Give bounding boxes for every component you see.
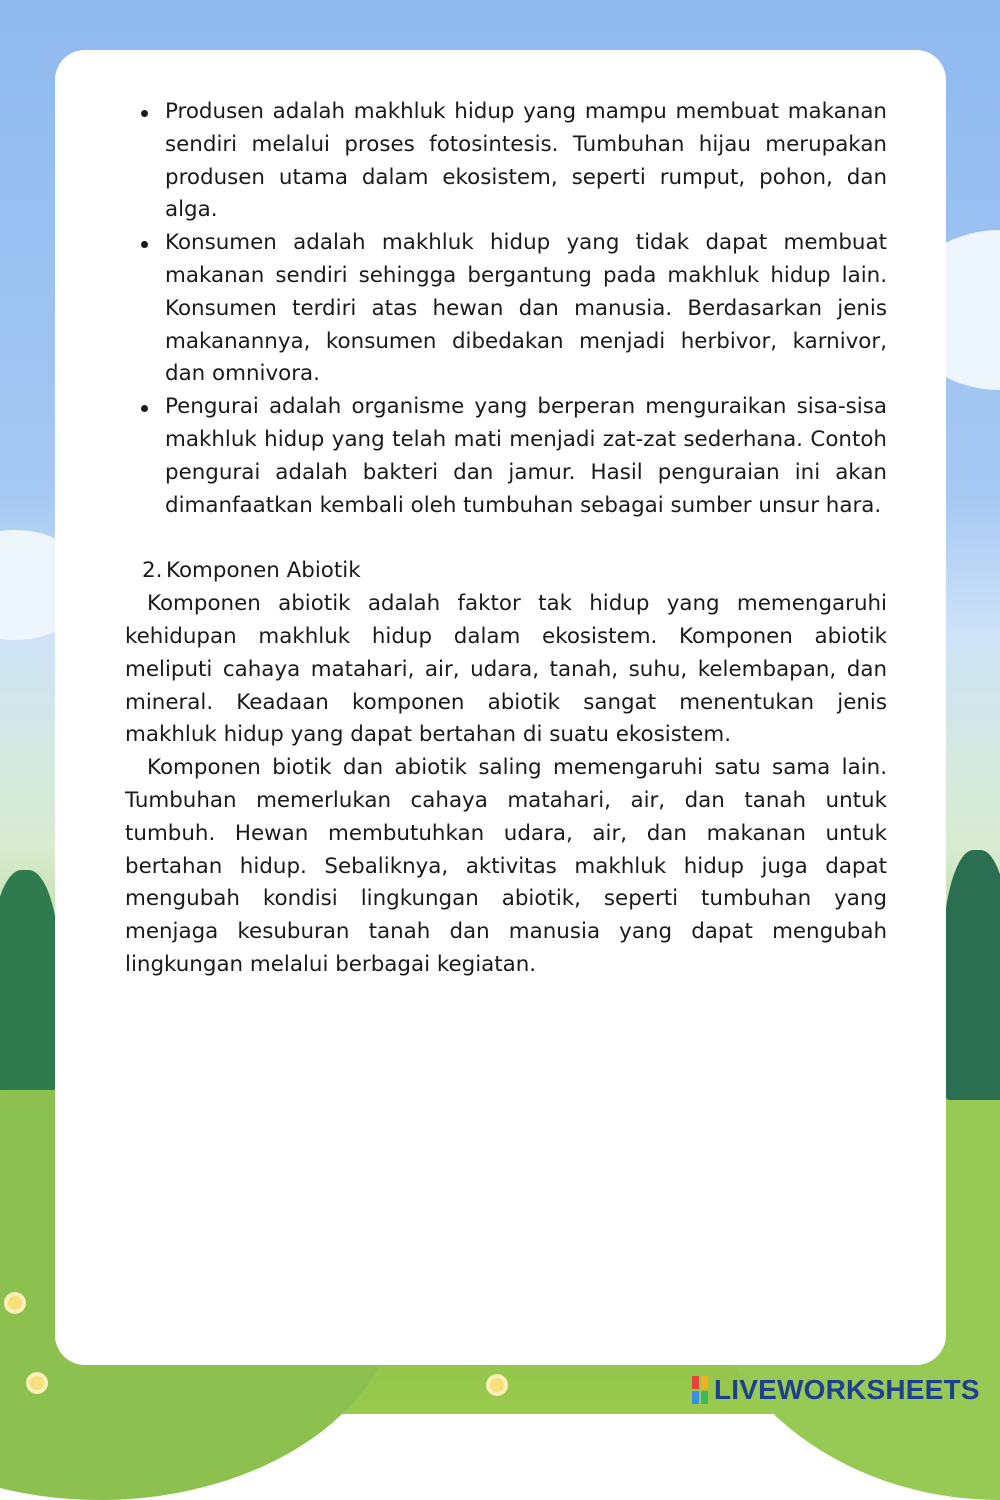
component-list: [125, 96, 887, 522]
list-item-text: Pengurai adalah organisme yang berperan menguraikan sisa-sisa makhluk hidup yang telah mati menjadi zat-zat sederhana. Contoh pengurai adalah bakteri dan jamur. Hasil penguraian ini akan dimanfaatkan kembali oleh tumbuhan sebagai sumber unsur hara.: [165, 394, 887, 518]
section-number: 2.: [142, 558, 163, 584]
bullet-icon: [141, 110, 148, 117]
paragraph-abiotik: Komponen abiotik adalah faktor tak hidup yang memengaruhi kehidupan makhluk hidup dalam ekosistem. Komponen abiotik meliputi cahaya matahari, air, udara, tanah, suhu, kelembapan, dan mineral. Keadaan komponen abiotik sangat menentukan jenis makhluk hidup yang dapat bertahan di suatu ekosistem.: [125, 591, 887, 748]
list-item-pengurai: [125, 391, 887, 522]
liveworksheets-logo[interactable]: [692, 1374, 980, 1406]
section-title: Komponen Abiotik: [166, 558, 361, 584]
logo-text: LIVEWORKSHEETS: [714, 1374, 980, 1405]
list-item-text: Produsen adalah makhluk hidup yang mampu membuat makanan sendiri melalui proses fotosintesis. Tumbuhan hijau merupakan produsen utama dalam ekosistem, seperti rumput, pohon, dan alga.: [165, 99, 887, 223]
bullet-icon: [141, 405, 148, 412]
tree-right: [942, 850, 1000, 1100]
logo-icon: [692, 1376, 708, 1404]
flower-icon: [8, 1296, 22, 1310]
section-heading: [125, 555, 887, 588]
bullet-icon: [141, 241, 148, 248]
flower-icon: [30, 1376, 44, 1390]
list-item-konsumen: [125, 227, 887, 391]
paragraph-interaksi: Komponen biotik dan abiotik saling memengaruhi satu sama lain. Tumbuhan memerlukan cahaya matahari, air, dan tanah untuk tumbuh. Hewan membutuhkan udara, air, dan makanan untuk bertahan hidup. Sebaliknya, aktivitas makhluk hidup juga dapat mengubah kondisi lingkungan abiotik, seperti tumbuhan yang menjaga kesuburan tanah dan manusia yang dapat mengubah lingkungan melalui berbagai kegiatan.: [125, 755, 887, 977]
list-item-text: Konsumen adalah makhluk hidup yang tidak dapat membuat makanan sendiri sehingga bergantung pada makhluk hidup lain. Konsumen terdiri atas hewan dan manusia. Berdasarkan jenis makanannya, konsumen dibedakan menjadi herbivor, karnivor, dan omnivora.: [165, 230, 887, 387]
tree-left: [0, 870, 60, 1090]
worksheet-content: [125, 96, 887, 982]
flower-icon: [490, 1378, 504, 1392]
list-item-produsen: [125, 96, 887, 227]
